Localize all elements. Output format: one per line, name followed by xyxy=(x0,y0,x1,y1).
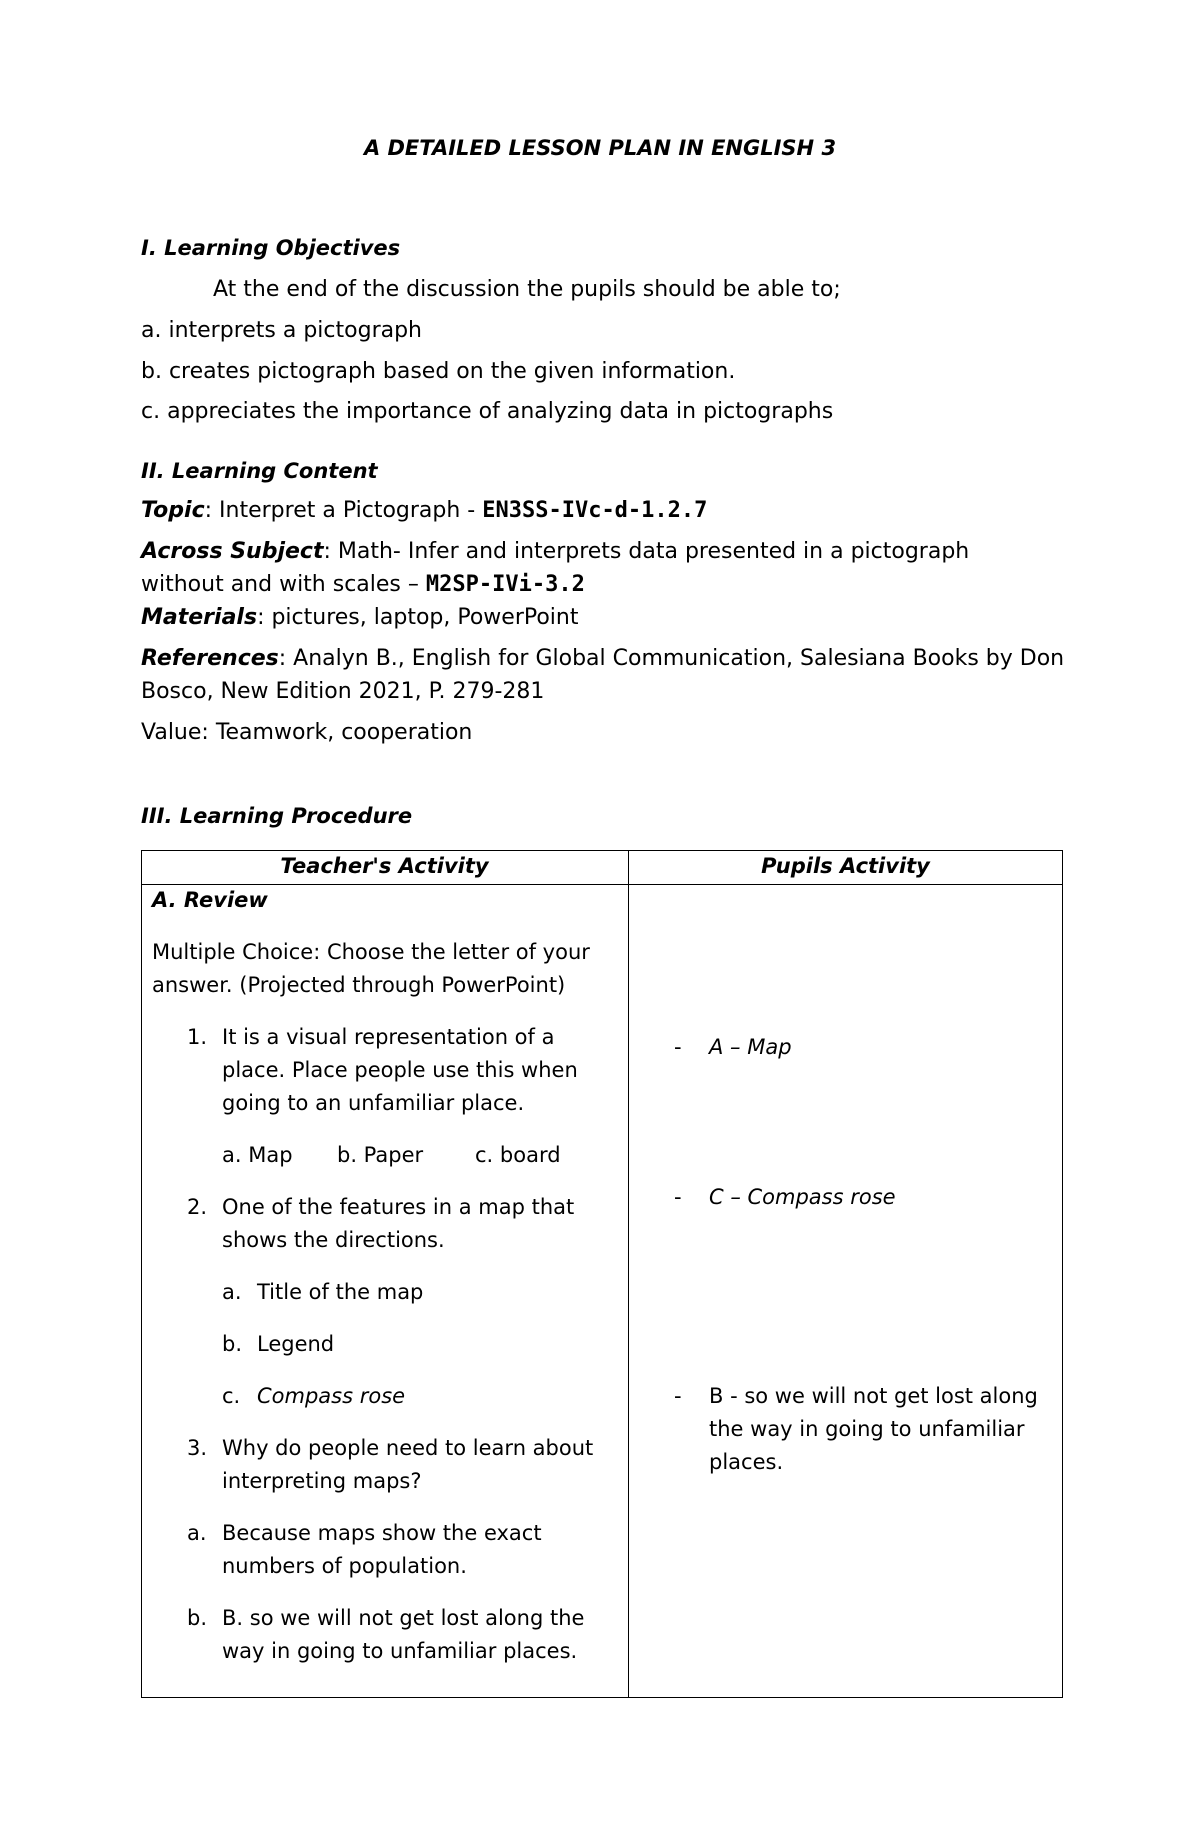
references-text-1: : Analyn B., English for Global Communication, Salesiana Books by Don xyxy=(278,646,1065,671)
answer-line: the way in going to unfamiliar xyxy=(709,1417,1025,1441)
references-line-1 xyxy=(141,646,1064,671)
topic-text: : Interpret a Pictograph - xyxy=(204,498,483,523)
question-1-choice: a. Map xyxy=(222,1143,293,1167)
review-heading: A. Review xyxy=(152,888,268,912)
topic-line xyxy=(141,498,707,523)
across-text-2: without and with scales – xyxy=(141,572,426,597)
objectives-intro: At the end of the discussion the pupils should be able to; xyxy=(213,277,841,302)
across-code: M2SP-IVi-3.2 xyxy=(425,572,585,597)
question-2-line: One of the features in a map that xyxy=(222,1195,575,1219)
question-2-choice-text: Title of the map xyxy=(257,1280,424,1304)
topic-label: Topic xyxy=(141,498,205,523)
pupils-activity-header: Pupils Activity xyxy=(761,854,930,878)
question-3-number: 3. xyxy=(187,1436,208,1460)
answer-line: A – Map xyxy=(709,1035,792,1059)
question-3-line: interpreting maps? xyxy=(222,1469,422,1493)
answer-line: C – Compass rose xyxy=(709,1185,896,1209)
instruction-line-1: Multiple Choice: Choose the letter of your xyxy=(152,940,590,964)
question-2-choice-letter: a. xyxy=(222,1280,242,1304)
question-3-choice-line: B. so we will not get lost along the xyxy=(222,1606,585,1630)
question-3-choice-letter: b. xyxy=(187,1606,208,1630)
value-line: Value: Teamwork, cooperation xyxy=(141,720,473,745)
question-2-line: shows the directions. xyxy=(222,1228,445,1252)
question-3-choice-line: Because maps show the exact xyxy=(222,1521,542,1545)
objective-c: c. appreciates the importance of analyzing data in pictographs xyxy=(141,399,834,424)
section-3-heading: III. Learning Procedure xyxy=(141,804,413,828)
references-line-2: Bosco, New Edition 2021, P. 279-281 xyxy=(141,679,545,704)
question-3-choice-line: way in going to unfamiliar places. xyxy=(222,1639,578,1663)
across-line-2 xyxy=(141,572,585,597)
table-column-divider xyxy=(628,850,629,1698)
instruction-line-2: answer. (Projected through PowerPoint) xyxy=(152,973,566,997)
question-1-line: It is a visual representation of a xyxy=(222,1025,555,1049)
materials-label: Materials xyxy=(141,605,258,630)
question-2-number: 2. xyxy=(187,1195,208,1219)
answer-dash: - xyxy=(674,1185,682,1209)
objective-b: b. creates pictograph based on the given information. xyxy=(141,359,736,384)
question-2-choice-text: Compass rose xyxy=(257,1384,406,1408)
question-2-choice-text: Legend xyxy=(257,1332,335,1356)
question-3-choice-line: numbers of population. xyxy=(222,1554,467,1578)
section-2-heading: II. Learning Content xyxy=(141,459,378,483)
across-text-1: : Math- Infer and interprets data presented in a pictograph xyxy=(323,539,970,564)
page-title: A DETAILED LESSON PLAN IN ENGLISH 3 xyxy=(363,136,837,160)
question-1-choice: c. board xyxy=(475,1143,561,1167)
answer-dash: - xyxy=(674,1384,682,1408)
question-2-choice-letter: c. xyxy=(222,1384,241,1408)
answer-dash: - xyxy=(674,1035,682,1059)
across-label: Across Subject xyxy=(141,539,324,564)
question-1-line: place. Place people use this when xyxy=(222,1058,578,1082)
answer-line: B - so we will not get lost along xyxy=(709,1384,1038,1408)
teacher-activity-header: Teacher's Activity xyxy=(280,854,489,878)
topic-code: EN3SS-IVc-d-1.2.7 xyxy=(482,498,708,523)
question-3-choice-letter: a. xyxy=(187,1521,207,1545)
answer-line: places. xyxy=(709,1450,784,1474)
objective-a: a. interprets a pictograph xyxy=(141,318,423,343)
section-1-heading: I. Learning Objectives xyxy=(141,236,401,260)
materials-text: : pictures, laptop, PowerPoint xyxy=(257,605,579,630)
references-label: References xyxy=(141,646,279,671)
materials-line xyxy=(141,605,579,630)
table-header-divider xyxy=(141,884,1063,885)
across-line-1 xyxy=(141,539,969,564)
question-1-choice: b. Paper xyxy=(337,1143,424,1167)
question-1-number: 1. xyxy=(187,1025,208,1049)
question-2-choice-letter: b. xyxy=(222,1332,243,1356)
question-1-line: going to an unfamiliar place. xyxy=(222,1091,525,1115)
question-3-line: Why do people need to learn about xyxy=(222,1436,594,1460)
